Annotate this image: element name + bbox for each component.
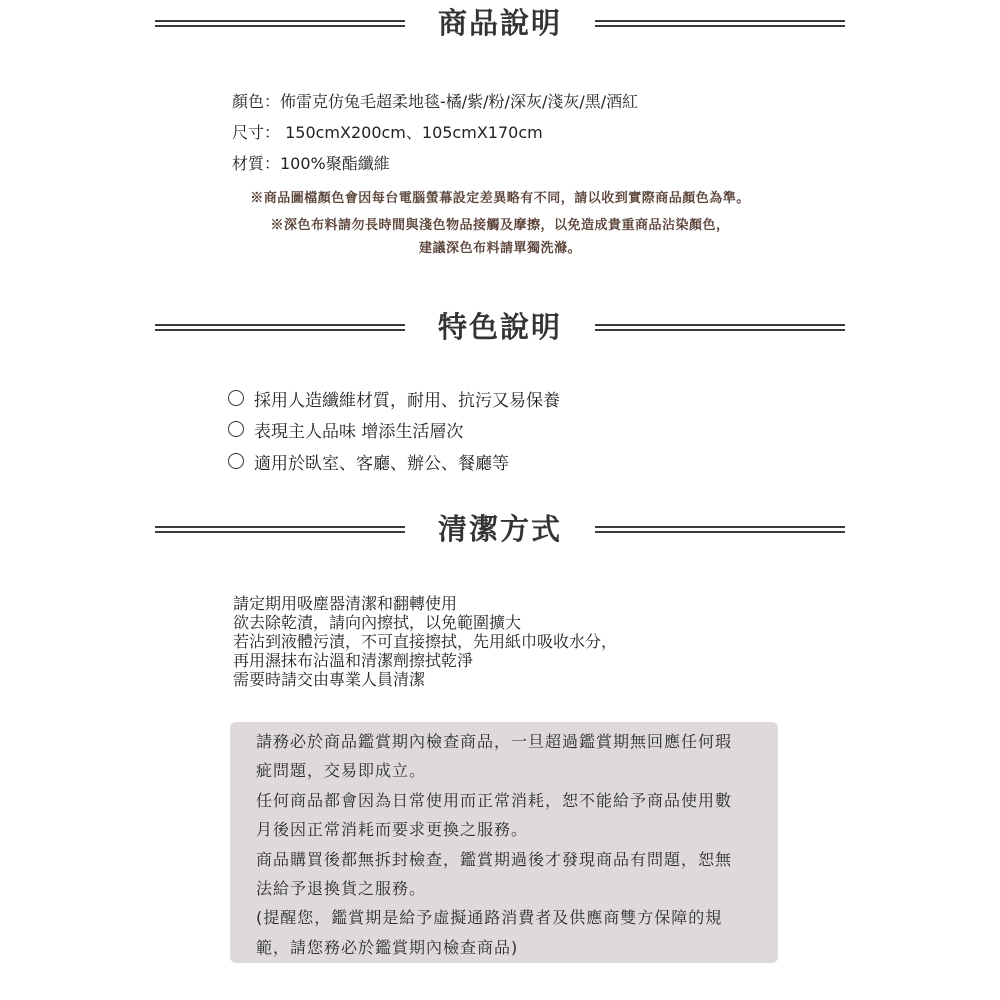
policy-line: 商品購買後都無拆封檢查，鑑賞期過後才發現商品有問題，恕無 [256,849,733,869]
feature-text: 採用人造纖維材質，耐用、抗污又易保養 [254,390,560,411]
notice-color-difference: ※商品圖檔顏色會因每台電腦螢幕設定差異略有不同，請以收到實際商品顏色為準。 [250,191,750,206]
cleaning-line: 欲去除乾漬，請向內擦拭，以免範圍擴大 [233,613,522,632]
circle-bullet-icon [228,453,244,469]
product-size: 尺寸： 150cmX200cm、105cmX170cm [232,123,543,142]
double-rule-left [155,324,405,331]
policy-line: 月後因正常消耗而要求更換之服務。 [256,820,529,840]
section-title-product: 商品說明 [437,6,562,40]
double-rule-right [595,324,845,331]
feature-item [228,387,560,409]
cleaning-line: 再用濕抹布沾溫和清潔劑擦拭乾淨 [233,651,474,670]
policy-line: 請務必於商品鑑賞期內檢查商品，一旦超過鑑賞期無回應任何瑕 [256,732,733,751]
section-title-cleaning: 清潔方式 [437,512,562,546]
section-header-features [0,307,1000,347]
policy-line: 疵問題，交易即成立。 [256,761,427,781]
feature-item [228,450,509,472]
policy-line: 任何商品都會因為日常使用而正常消耗，恕不能給予商品使用數 [256,790,733,810]
product-color: 顏色：佈雷克仿兔毛超柔地毯-橘/紫/粉/深灰/淺灰/黑/酒紅 [232,92,639,111]
notice-wash-separately: 建議深色布料請單獨洗滌。 [418,241,581,256]
section-header-cleaning [0,509,1000,549]
double-rule-left [155,526,405,533]
double-rule-right [595,526,845,533]
circle-bullet-icon [228,390,244,406]
policy-line: 法給予退換貨之服務。 [256,879,427,899]
cleaning-line: 若沾到液體污漬，不可直接擦拭，先用紙巾吸收水分， [233,632,618,651]
product-material: 材質：100%聚酯纖維 [232,154,390,173]
policy-line: 範，請您務必於鑑賞期內檢查商品) [256,937,519,957]
feature-text: 適用於臥室、客廳、辦公、餐廳等 [254,453,509,474]
double-rule-right [595,20,845,27]
return-policy-box [230,722,778,963]
policy-line: (提醒您，鑑賞期是給予虛擬通路消費者及供應商雙方保障的規 [256,908,723,928]
cleaning-line: 請定期用吸塵器清潔和翻轉使用 [233,594,458,613]
feature-item [228,418,463,440]
cleaning-instructions [233,594,617,689]
notice-dark-fabric: ※深色布料請勿長時間與淺色物品接觸及摩擦，以免造成貴重商品沾染顏色， [270,218,730,233]
section-header-product [0,3,1000,43]
section-title-features: 特色說明 [437,310,562,344]
double-rule-left [155,20,405,27]
circle-bullet-icon [228,421,244,437]
cleaning-line: 需要時請交由專業人員清潔 [233,670,426,689]
feature-text: 表現主人品味 增添生活層次 [254,421,464,442]
